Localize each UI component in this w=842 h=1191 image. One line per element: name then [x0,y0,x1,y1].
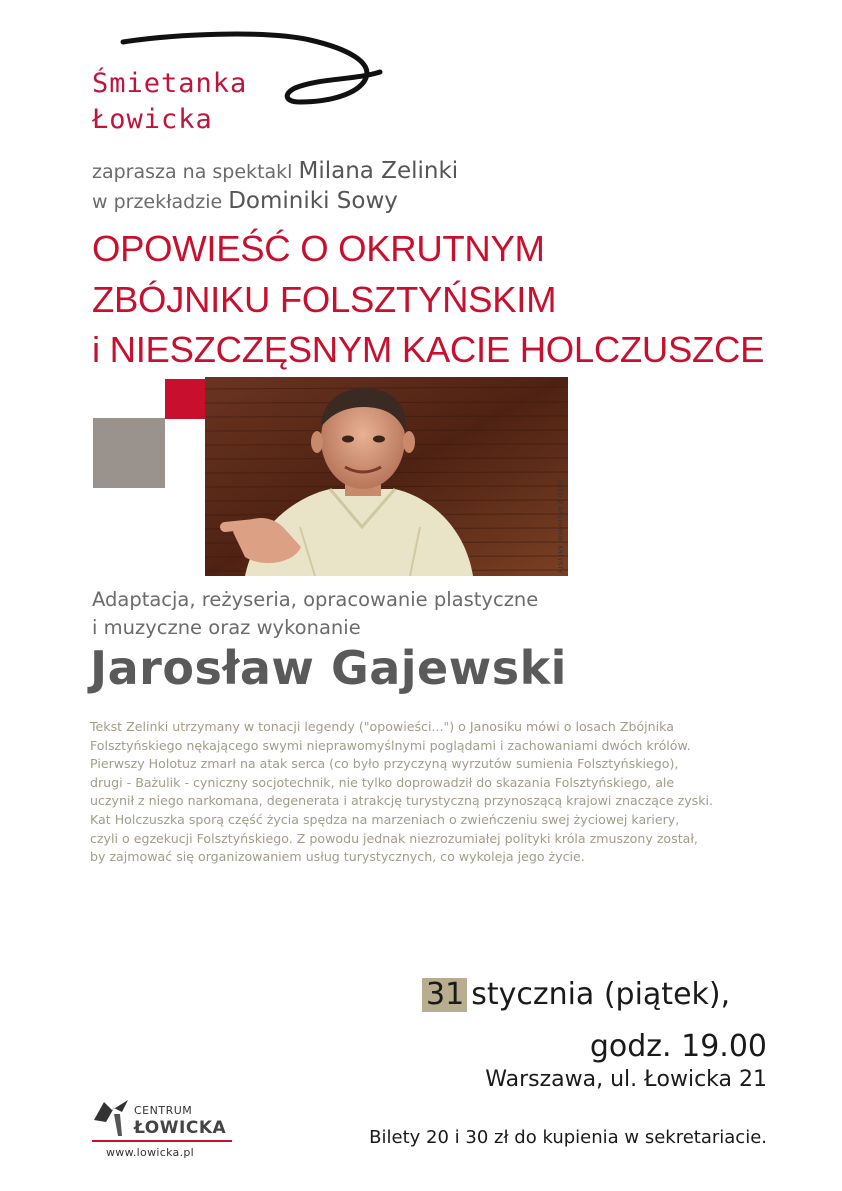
man-pointing-photo [205,377,568,576]
play-title-line2: ZBÓJNIKU FOLSZTYŃSKIM [92,279,557,320]
decorative-gray-square [93,418,165,488]
performer-photo [205,377,568,576]
description-line: by zajmować się organizowaniem usług turystycznych, co wykoleja jego życie. [90,849,585,865]
event-place: Warszawa, ul. Łowicka 21 [485,1067,767,1092]
venue-url: www.lowicka.pl [106,1146,195,1159]
venue-logo-line2: ŁOWICKA [134,1118,227,1138]
logo-text-line1: Śmietanka [92,68,248,99]
event-day-badge: 31 [422,978,467,1012]
intro-line-translator: w przekładzie Dominiki Sowy [92,188,398,214]
adaptation-line2: i muzyczne oraz wykonanie [92,616,361,639]
logo-text-line2: Łowicka [92,104,213,135]
event-date [422,978,730,1012]
photo-credit: FOTO Z ARCHIWUM ARTYSTY [556,480,563,574]
decorative-red-square [165,379,205,419]
description-line: Tekst Zelinki utrzymany w tonacji legendy ("opowieści...") o Janosiku mówi o losach Zbójnika [90,719,674,734]
translator-name: Dominiki Sowy [228,188,398,214]
event-date-text: stycznia (piątek), [471,977,731,1012]
centrum-lowicka-logo-icon [92,1098,130,1138]
adaptation-line1: Adaptacja, reżyseria, opracowanie plastyczne [92,588,539,611]
event-time: godz. 19.00 [589,1029,767,1064]
venue-logo-line1: CENTRUM [134,1104,193,1117]
description-line: Folsztyńskiego nękającego swymi nieprawomyślnymi poglądami i zachowaniami dwóch królów. [90,737,691,753]
description-line: drugi - Bażulik - cyniczny socjotechnik, nie tylko doprowadził do skazania Folsztyńskiego, ale [90,774,675,790]
play-title-line3: i NIESZCZĘSNYM KACIE HOLCZUSZCE [92,329,765,370]
venue-logo-rule [92,1140,232,1142]
description-line: Pierwszy Holotuz zmarł na atak serca (co było przyczyną wyrzutów sumienia Folsztyńskiego), [90,756,679,772]
description-line: Kat Holczuszka sporą część życia spędza na marzeniach o zwieńczeniu swej życiowej kariery, [90,811,680,827]
performer-name: Jarosław Gajewski [90,641,567,695]
author-name: Milana Zelinki [298,158,459,184]
ticket-info: Bilety 20 i 30 zł do kupienia w sekretariacie. [369,1127,767,1148]
description-line: czyli o egzekucji Folsztyńskiego. Z powodu jednak niezrozumiałej polityki króla zmuszony został, [90,830,698,846]
intro-line-author: zaprasza na spektakl Milana Zelinki [92,158,459,184]
play-description [90,718,790,867]
play-title-line1: OPOWIEŚĆ O OKRUTNYM [92,228,545,269]
description-line: uczynił z niego narkomana, degenerata i atrakcję turystyczną przynoszącą krajowi znaczące zyski. [90,793,714,809]
